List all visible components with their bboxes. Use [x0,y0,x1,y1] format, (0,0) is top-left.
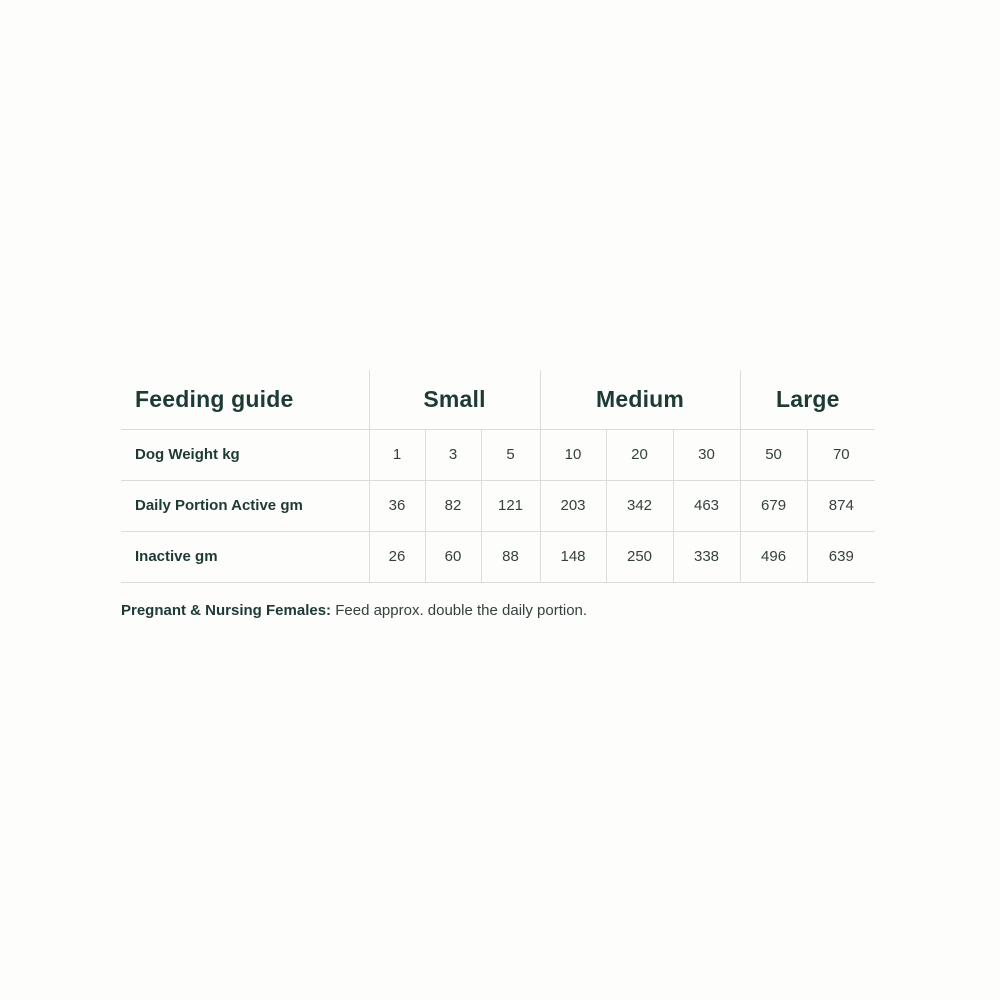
table-cell: 250 [606,531,673,582]
table-title: Feeding guide [121,370,369,429]
row-label-daily-portion-active: Daily Portion Active gm [121,480,369,531]
table-cell: 88 [481,531,540,582]
table-cell: 50 [740,429,807,480]
table-cell: 10 [540,429,606,480]
table-cell: 203 [540,480,606,531]
table-cell: 82 [425,480,481,531]
table-cell: 679 [740,480,807,531]
table-cell: 60 [425,531,481,582]
group-header-large: Large [740,370,875,429]
table-header-row [121,370,875,429]
table-cell: 121 [481,480,540,531]
table-cell: 5 [481,429,540,480]
table-cell: 148 [540,531,606,582]
feeding-note [121,602,875,619]
group-header-small: Small [369,370,540,429]
table-cell: 338 [673,531,740,582]
row-label-dog-weight: Dog Weight kg [121,429,369,480]
note-text: Feed approx. double the daily portion. [335,601,588,619]
feeding-guide-table [121,370,875,583]
table-cell: 1 [369,429,425,480]
note-label: Pregnant & Nursing Females: [121,601,332,619]
table-cell: 26 [369,531,425,582]
table-row [121,429,875,480]
table-cell: 36 [369,480,425,531]
row-label-inactive: Inactive gm [121,531,369,582]
feeding-guide [121,370,875,619]
table-cell: 496 [740,531,807,582]
table-row [121,480,875,531]
table-cell: 639 [807,531,875,582]
table-cell: 874 [807,480,875,531]
table-row [121,531,875,582]
table-cell: 20 [606,429,673,480]
table-cell: 30 [673,429,740,480]
table-cell: 70 [807,429,875,480]
table-cell: 463 [673,480,740,531]
group-header-medium: Medium [540,370,740,429]
table-cell: 342 [606,480,673,531]
table-cell: 3 [425,429,481,480]
